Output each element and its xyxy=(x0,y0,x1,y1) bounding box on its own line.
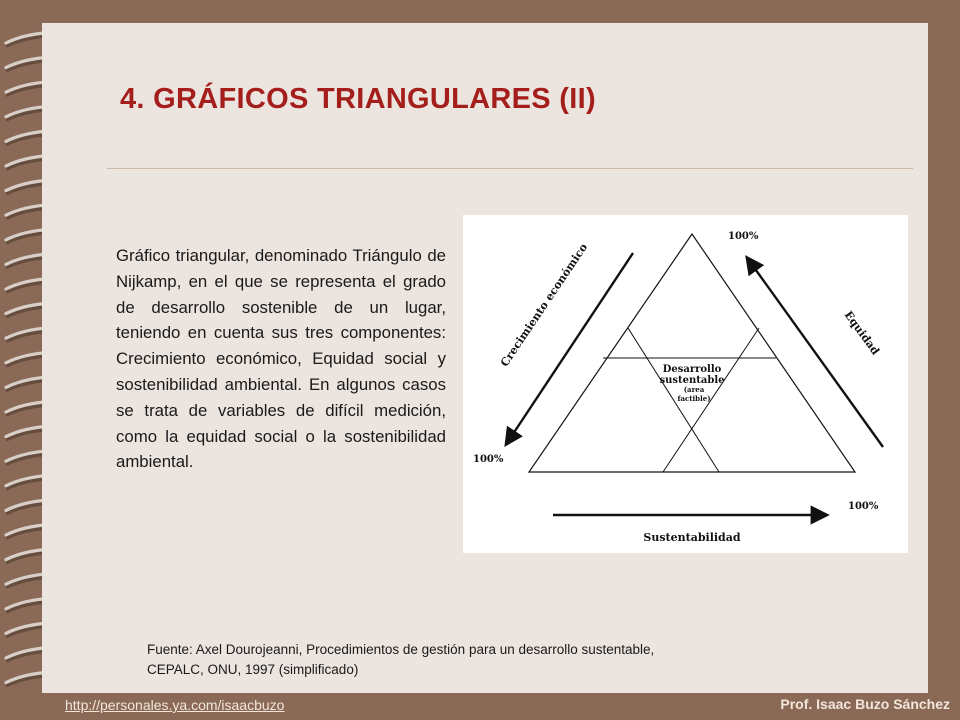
zone-label-line3: (area xyxy=(683,385,705,394)
source-citation: Fuente: Axel Dourojeanni, Procedimientos de gestión para un desarrollo sustentable, CEPALC, ONU, 1997 (simplificado) xyxy=(147,642,655,677)
equity-arrow xyxy=(748,259,883,447)
axis-label-equity: Equidad xyxy=(841,308,883,358)
footer-url-link[interactable]: http://personales.ya.com/isaacbuzo xyxy=(65,697,285,713)
main-triangle xyxy=(529,234,855,472)
axis-label-growth: Crecimiento económico xyxy=(497,241,591,370)
nijkamp-triangle-diagram xyxy=(463,215,908,553)
slide-body-text: Gráfico triangular, denominado Triángulo de Nijkamp, en el que se representa el grado de desarrollo sostenible de un lugar, teniendo en cuenta sus tres componentes: Crecimiento económico, Equidad social y sostenibilidad ambiental. En algunos casos se trata de variables de difícil medición, como la equidad social o la sostenibilidad ambiental. xyxy=(116,246,446,472)
title-divider xyxy=(107,168,913,169)
zone-label-line4: factible) xyxy=(677,394,711,403)
pct-label-right: 100% xyxy=(848,501,879,512)
pct-label-left: 100% xyxy=(473,454,504,465)
slide-title: 4. GRÁFICOS TRIANGULARES (II) xyxy=(120,83,596,115)
zone-label-line2: sustentable xyxy=(659,375,725,386)
zone-label-line1: Desarrollo xyxy=(662,364,722,375)
axis-label-sustainability: Sustentabilidad xyxy=(643,531,741,544)
footer-author: Prof. Isaac Buzo Sánchez xyxy=(780,696,950,712)
pct-label-top: 100% xyxy=(728,231,759,242)
